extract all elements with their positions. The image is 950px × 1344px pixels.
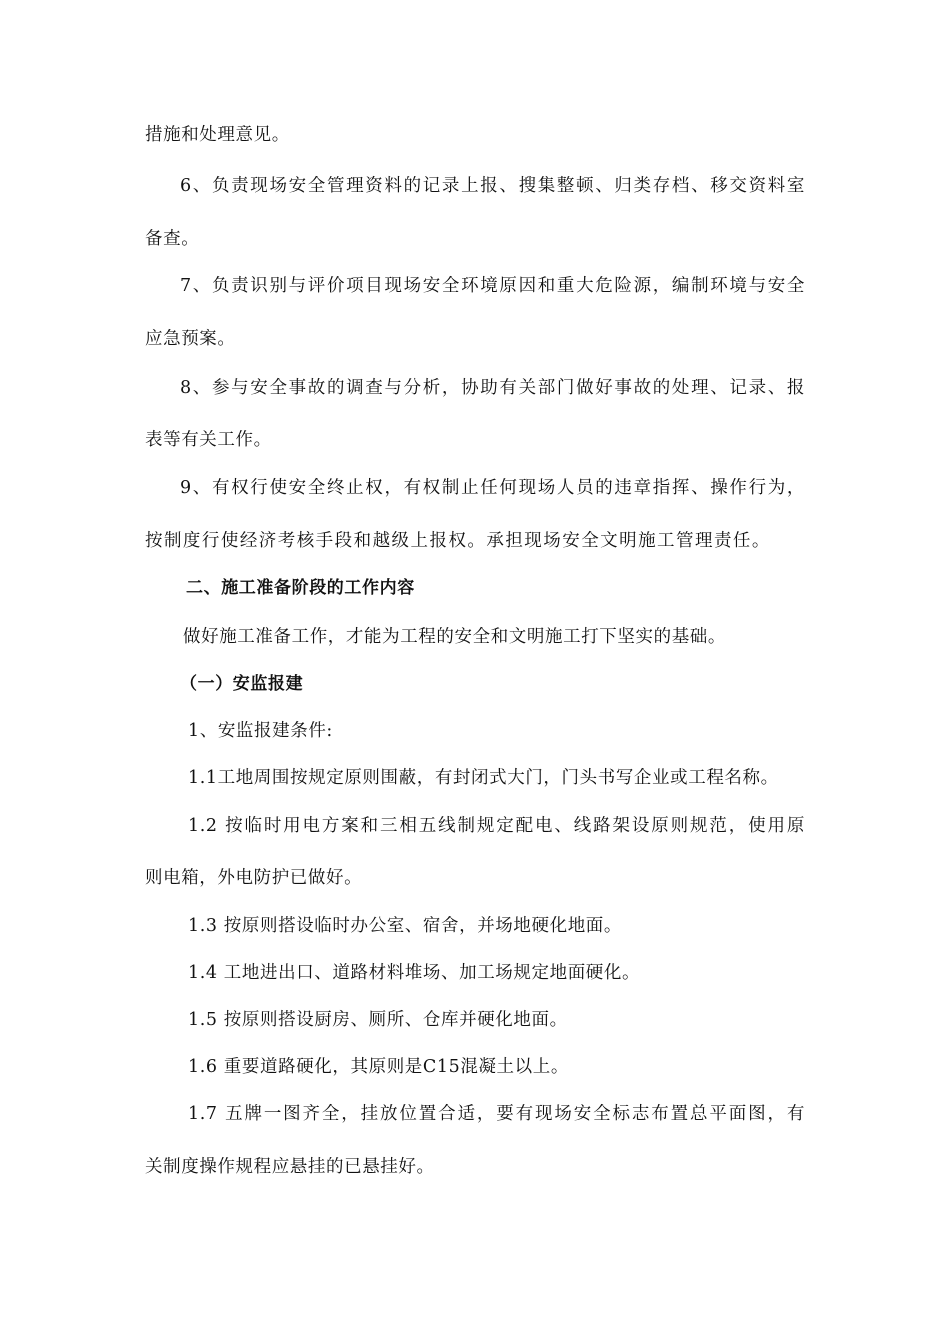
paragraph-line: 1.6 重要道路硬化，其原则是C15混凝土以上。 — [188, 1057, 569, 1077]
paragraph-line: 做好施工准备工作，才能为工程的安全和文明施工打下坚实的基础。 — [183, 627, 726, 647]
paragraph-line: 措施和处理意见。 — [145, 125, 290, 145]
paragraph-line: 9、有权行使安全终止权，有权制止任何现场人员的违章指挥、操作行为， — [180, 478, 805, 498]
paragraph-line: 1.4 工地进出口、道路材料堆场、加工场规定地面硬化。 — [188, 963, 641, 983]
paragraph-line: 1.1工地周围按规定原则围蔽，有封闭式大门，门头书写企业或工程名称。 — [188, 768, 779, 788]
paragraph-line: 表等有关工作。 — [145, 430, 272, 450]
paragraph-line: 8、参与安全事故的调查与分析，协助有关部门做好事故的处理、记录、报 — [180, 378, 805, 398]
paragraph-line: 1、安监报建条件: — [188, 721, 333, 741]
paragraph-line: 按制度行使经济考核手段和越级上报权。承担现场安全文明施工管理责任。 — [145, 531, 770, 551]
paragraph-line: 6、负责现场安全管理资料的记录上报、搜集整顿、归类存档、移交资料室 — [180, 176, 805, 196]
section-heading: 二、施工准备阶段的工作内容 — [186, 578, 415, 598]
paragraph-line: 则电箱，外电防护已做好。 — [145, 868, 363, 888]
paragraph-line: 1.5 按原则搭设厨房、厕所、仓库并硬化地面。 — [188, 1010, 568, 1030]
paragraph-line: 关制度操作规程应悬挂的已悬挂好。 — [145, 1157, 435, 1177]
paragraph-line: 应急预案。 — [145, 329, 236, 349]
paragraph-line: 1.3 按原则搭设临时办公室、宿舍，并场地硬化地面。 — [188, 916, 622, 936]
paragraph-line: 1.7 五牌一图齐全，挂放位置合适，要有现场安全标志布置总平面图，有 — [188, 1104, 805, 1124]
paragraph-line: 1.2 按临时用电方案和三相五线制规定配电、线路架设原则规范，使用原 — [188, 816, 805, 836]
subsection-heading: （一）安监报建 — [180, 674, 304, 694]
paragraph-line: 备查。 — [145, 229, 200, 249]
paragraph-line: 7、负责识别与评价项目现场安全环境原因和重大危险源，编制环境与安全 — [180, 276, 805, 296]
